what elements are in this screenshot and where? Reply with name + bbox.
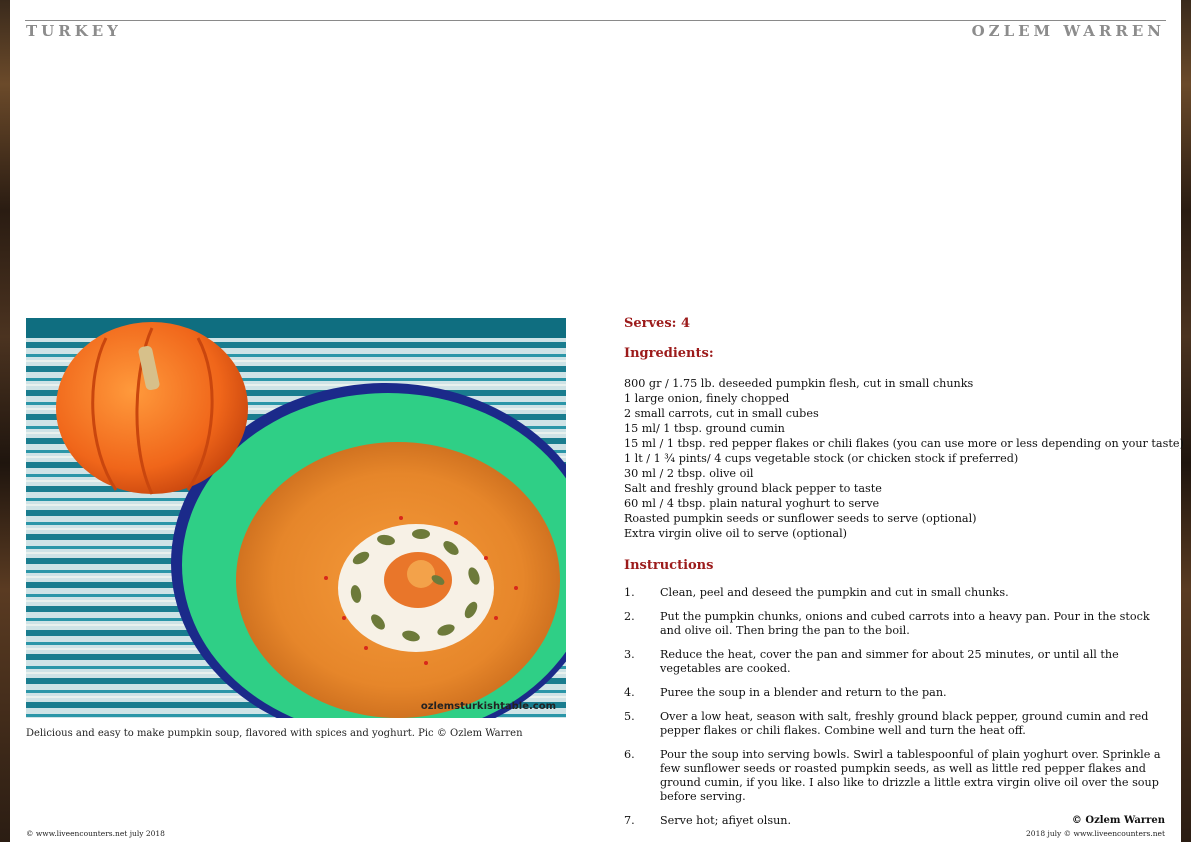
author-credit: © Ozlem Warren [1071, 815, 1165, 826]
page [10, 0, 1184, 842]
step-text: Reduce the heat, cover the pan and simmer for about 25 minutes, or until all the vegetables are cooked. [660, 648, 1119, 675]
step-number: 4. [624, 686, 635, 699]
ingredient-item: Roasted pumpkin seeds or sunflower seeds to serve (optional) [624, 512, 977, 525]
ingredient-item: Extra virgin olive oil to serve (optional) [624, 527, 848, 540]
step-number: 7. [624, 814, 635, 827]
ingredient-item: 800 gr / 1.75 lb. deseeded pumpkin flesh, cut in small chunks [624, 377, 974, 390]
ingredient-item: 60 ml / 4 tbsp. plain natural yoghurt to serve [624, 497, 880, 510]
top-rule [25, 20, 1166, 21]
footer-left: © www.liveencounters.net july 2018 [26, 829, 165, 838]
step-text: Serve hot; afiyet olsun. [660, 814, 792, 827]
step-number: 6. [624, 748, 635, 761]
ingredients-heading: Ingredients: [624, 346, 714, 361]
instruction-step [624, 710, 1172, 738]
instructions-heading: Instructions [624, 558, 714, 573]
step-text: Puree the soup in a blender and return to the pan. [660, 686, 947, 699]
step-text: Clean, peel and deseed the pumpkin and cut in small chunks. [660, 586, 1009, 599]
instruction-step [624, 586, 1172, 600]
instruction-step [624, 748, 1172, 804]
step-text: Pour the soup into serving bowls. Swirl a tablespoonful of plain yoghurt over. Sprinkle a few sunflower seeds or roasted pumpkin seeds, as well as little red pepper flakes and ground cumin, if you like. I also like to drizzle a little extra virgin olive oil over the soup before serving. [660, 748, 1161, 803]
instruction-step [624, 686, 1172, 700]
step-number: 5. [624, 710, 635, 723]
ingredient-item: Salt and freshly ground black pepper to taste [624, 482, 882, 495]
author-header: OZLEM WARREN [971, 22, 1165, 40]
ingredient-item: 15 ml / 1 tbsp. red pepper flakes or chili flakes (you can use more or less depending on your taste) [624, 437, 1184, 450]
ingredient-item: 1 large onion, finely chopped [624, 392, 790, 405]
footer-right: 2018 july © www.liveencounters.net [1026, 829, 1165, 838]
photo-watermark: ozlemsturkishtable.com [420, 701, 556, 712]
section-title: TURKEY [26, 22, 122, 40]
instruction-step [624, 648, 1172, 676]
ingredient-item: 30 ml / 2 tbsp. olive oil [624, 467, 754, 480]
pumpkin-soup-photo [26, 318, 566, 718]
step-text: Put the pumpkin chunks, onions and cubed carrots into a heavy pan. Pour in the stock and olive oil. Then bring the pan to the boil. [660, 610, 1150, 637]
serves-heading: Serves: 4 [624, 316, 691, 331]
step-text: Over a low heat, season with salt, freshly ground black pepper, ground cumin and red pepper flakes or chili flakes. Combine well and turn the heat off. [660, 710, 1149, 737]
ingredient-item: 1 lt / 1 ¾ pints/ 4 cups vegetable stock (or chicken stock if preferred) [624, 452, 1019, 465]
step-number: 3. [624, 648, 635, 661]
ingredients-list [624, 376, 1184, 541]
instruction-step [624, 610, 1172, 638]
step-number: 2. [624, 610, 635, 623]
ingredient-item: 2 small carrots, cut in small cubes [624, 407, 819, 420]
photo-caption: Delicious and easy to make pumpkin soup, flavored with spices and yoghurt. Pic © Ozlem Warren [26, 728, 523, 739]
instructions-list [624, 586, 1172, 838]
step-number: 1. [624, 586, 635, 599]
ingredient-item: 15 ml/ 1 tbsp. ground cumin [624, 422, 785, 435]
